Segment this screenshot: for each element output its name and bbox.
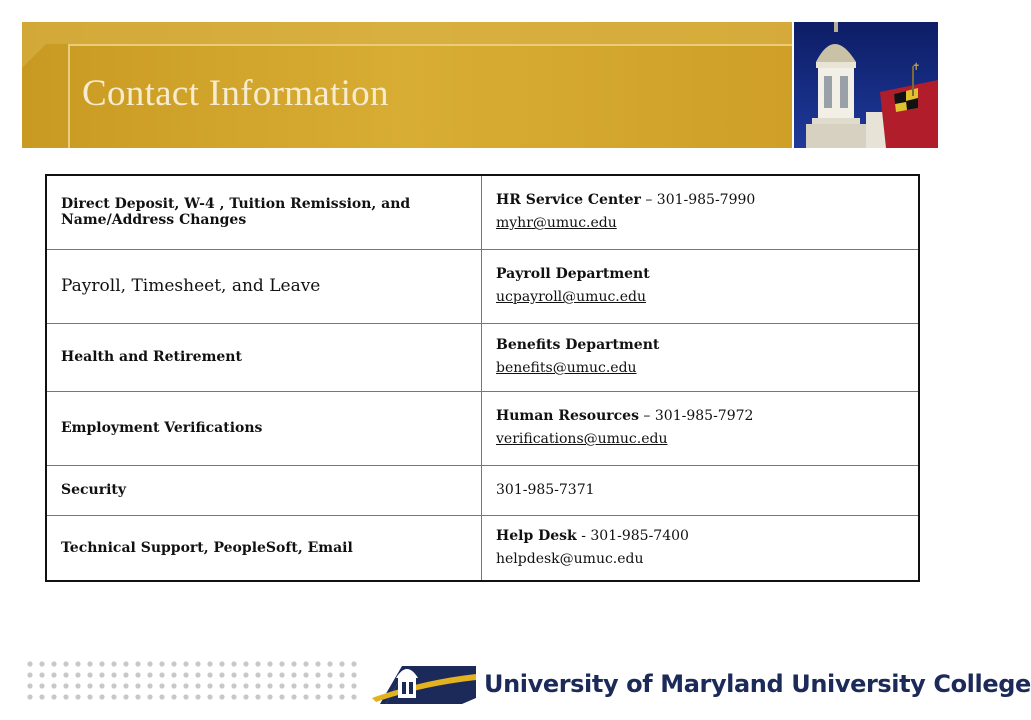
contact-details xyxy=(482,323,920,391)
institution-name: University of Maryland University College xyxy=(484,670,1031,698)
table-row xyxy=(46,465,919,515)
department-name: Help Desk xyxy=(496,527,577,544)
contact-topic xyxy=(46,175,482,249)
topic-label: Technical Support, PeopleSoft, Email xyxy=(61,539,353,556)
email-text: helpdesk@umuc.edu xyxy=(496,550,644,567)
contact-table xyxy=(45,174,920,582)
phone-number: 301-985-7400 xyxy=(590,527,689,544)
department-name: Human Resources xyxy=(496,408,639,424)
dot-pattern-icon xyxy=(26,660,364,700)
contact-topic xyxy=(46,249,482,323)
topic-label: Health and Retirement xyxy=(61,349,242,365)
contact-details xyxy=(482,391,920,465)
separator: – xyxy=(638,408,655,424)
topic-label: Security xyxy=(61,482,127,498)
separator: - xyxy=(576,527,591,544)
umuc-cupola-logo-icon xyxy=(372,654,476,704)
contact-topic xyxy=(46,465,482,515)
topic-label: Employment Verifications xyxy=(61,420,263,436)
contact-topic xyxy=(46,323,482,391)
table-row xyxy=(46,249,919,323)
phone-number: 301-985-7371 xyxy=(496,482,595,498)
contact-details xyxy=(482,175,920,249)
email-link[interactable]: benefits@umuc.edu xyxy=(496,360,637,376)
topic-label: Direct Deposit, W-4 , Tuition Remission, and Name/Address Changes xyxy=(61,196,411,229)
contact-topic xyxy=(46,515,482,581)
contact-details xyxy=(482,465,920,515)
phone-number: 301-985-7990 xyxy=(656,192,756,209)
table-row xyxy=(46,391,919,465)
page-title: Contact Information xyxy=(82,73,389,114)
contact-details xyxy=(482,249,920,323)
phone-number: 301-985-7972 xyxy=(654,408,754,424)
email-link[interactable]: verifications@umuc.edu xyxy=(496,431,668,447)
topic-label: Payroll, Timesheet, and Leave xyxy=(61,276,321,296)
department-name: Benefits Department xyxy=(496,337,660,353)
email-link[interactable]: ucpayroll@umuc.edu xyxy=(496,289,647,305)
contact-details xyxy=(482,515,920,581)
department-name: HR Service Center xyxy=(496,192,641,209)
table-row xyxy=(46,175,919,249)
separator: – xyxy=(640,192,657,209)
email-link[interactable]: myhr@umuc.edu xyxy=(496,215,617,232)
svg-text:✝: ✝ xyxy=(912,62,921,73)
table-row xyxy=(46,515,919,581)
contact-topic xyxy=(46,391,482,465)
department-name: Payroll Department xyxy=(496,266,650,282)
table-row xyxy=(46,323,919,391)
cupola-photo xyxy=(794,22,938,148)
